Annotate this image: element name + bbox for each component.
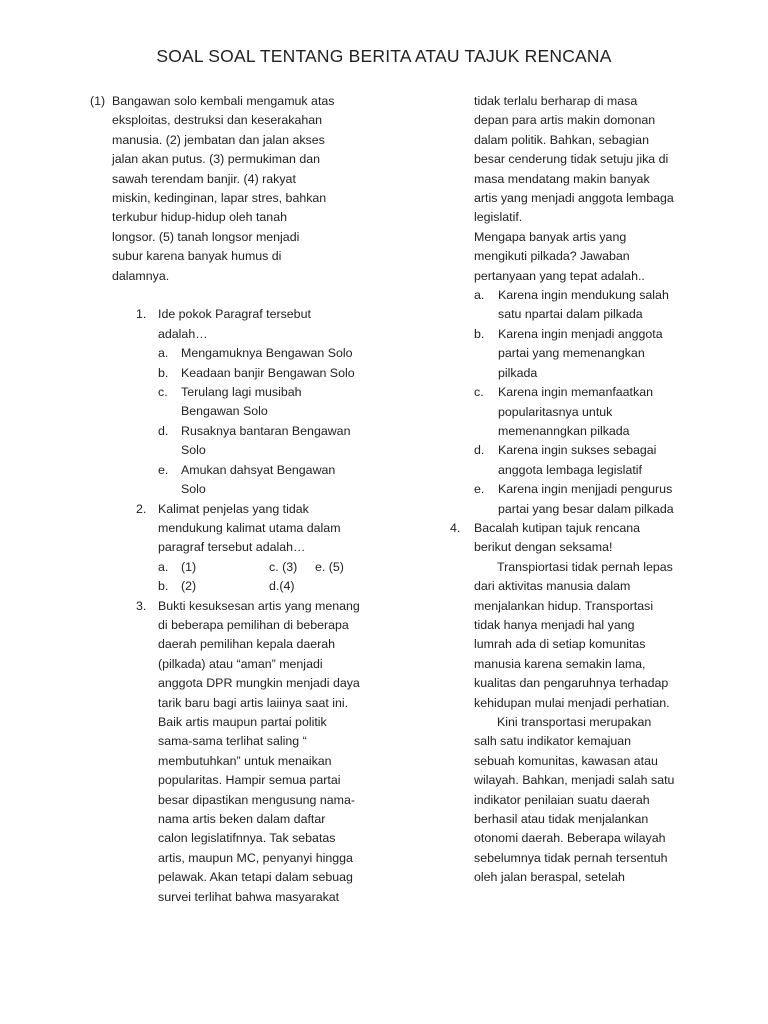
paragraph-1-label: (1) <box>90 94 106 108</box>
text-line: Kini transportasi merupakan <box>497 715 652 729</box>
text-line: legislatif. <box>474 210 523 225</box>
text-line: manusia karena semakin lama, <box>474 656 646 671</box>
left-column <box>90 92 370 907</box>
option-text-line: Solo <box>181 443 206 458</box>
option-letter: e. <box>158 462 169 477</box>
option-c: c. (3) <box>269 559 298 574</box>
text-line: wilayah. Bahkan, menjadi salah satu <box>474 773 675 788</box>
text-line: (pilkada) atau “aman” menjadi <box>158 656 323 671</box>
text-line: menjalankan hidup. Transportasi <box>474 598 654 613</box>
text-line: daerah pemilihan kepala daerah <box>158 637 336 652</box>
question-2-options-row-1 <box>158 558 370 577</box>
text-line: Bangawan solo kembali mengamuk atas <box>112 94 335 108</box>
question-4-text <box>474 519 698 558</box>
text-line: lumrah ada di setiap komunitas <box>474 637 646 652</box>
text-line: mengikuti pilkada? Jawaban <box>474 249 630 264</box>
option-item <box>450 383 698 441</box>
text-line: terkubur hidup-hidup oleh tanah <box>112 210 287 225</box>
text-line: berikut dengan seksama! <box>474 540 613 555</box>
text-line: Bacalah kutipan tajuk rencana <box>474 520 641 535</box>
option-text-line: Karena ingin memanfaatkan <box>498 385 653 400</box>
option-item <box>158 344 370 363</box>
text-line: pelawak. Akan tetapi dalam sebuag <box>158 870 353 885</box>
question-1-number: 1. <box>136 307 147 322</box>
text-line: longsor. (5) tanah longsor menjadi <box>112 229 300 244</box>
text-line: subur karena banyak humus di <box>112 249 282 264</box>
text-line: nama artis beken dalam daftar <box>158 812 326 827</box>
text-line: Kalimat penjelas yang tidak <box>158 501 309 516</box>
option-item <box>158 461 370 500</box>
text-line: sebelumnya tidak pernah tersentuh <box>474 850 668 865</box>
text-line: dalamnya. <box>112 268 170 283</box>
option-letter: c. <box>474 385 484 400</box>
option-text-line: Solo <box>181 482 206 497</box>
text-line: Transpiortasi tidak pernah lepas <box>497 559 673 574</box>
text-line: di beberapa pemilihan di beberapa <box>158 617 349 632</box>
text-line: tarik baru bagi artis laiinya saat ini. <box>158 695 349 710</box>
text-line: Ide pokok Paragraf tersebut <box>158 307 311 322</box>
question-2-options-row-2 <box>158 577 370 596</box>
text-line: besar cenderung tidak setuju jika di <box>474 152 669 167</box>
text-line: artis, maupun MC, penyanyi hingga <box>158 850 353 865</box>
text-line: tidak hanya menjadi hal yang <box>474 617 635 632</box>
text-line: eksploitas, destruksi dan keserakahan <box>112 113 323 128</box>
text-line: anggota DPR mungkin menjadi daya <box>158 676 360 691</box>
option-letter: b. <box>158 365 169 380</box>
text-line: masa mendatang makin banyak <box>474 171 650 186</box>
option-text-line: Karena ingin sukses sebagai <box>498 443 657 458</box>
option-text-line: pilkada <box>498 365 538 380</box>
question-4-number: 4. <box>450 520 461 535</box>
option-letter: c. <box>158 385 168 400</box>
text-line: oleh jalan beraspal, setelah <box>474 870 625 885</box>
option-text-line: memenanngkan pilkada <box>498 423 630 438</box>
question-3-continued <box>450 92 698 519</box>
option-text-line: Rusaknya bantaran Bengawan <box>181 423 351 438</box>
question-1 <box>112 305 370 499</box>
option-text-line: Amukan dahsyat Bengawan <box>181 462 336 477</box>
option-item <box>158 383 370 422</box>
text-line: dari aktivitas manusia dalam <box>474 579 631 594</box>
text-line: jalan akan putus. (3) permukiman dan <box>112 152 321 167</box>
option-a-letter: a. <box>158 559 169 574</box>
text-line: sebuah komunitas, kawasan atau <box>474 753 658 768</box>
text-line: besar dipastikan mengusung nama- <box>158 792 355 807</box>
option-text-line: popularitasnya untuk <box>498 404 613 419</box>
option-text-line: partai yang memenangkan <box>498 346 645 361</box>
text-line: mendukung kalimat utama dalam <box>158 520 341 535</box>
text-line: calon legislatifnnya. Tak sebatas <box>158 831 336 846</box>
option-e: e. (5) <box>315 559 344 574</box>
option-item <box>158 364 370 383</box>
text-line: sama-sama terlihat saling “ <box>158 734 307 749</box>
option-text-line: satu npartai dalam pilkada <box>498 307 643 322</box>
option-text-line: Karena ingin mendukung salah <box>498 288 669 303</box>
question-3-continued-text <box>474 92 698 286</box>
text-line: berhasil atau tidak menjalankan <box>474 812 649 827</box>
option-text-line: anggota lembaga legislatif <box>498 462 642 477</box>
editorial-paragraph-1 <box>474 558 698 713</box>
text-line: miskin, kedinginan, lapar stres, bahkan <box>112 191 327 206</box>
option-b-text: (2) <box>181 579 197 594</box>
option-item <box>450 286 698 325</box>
option-text-line: Mengamuknya Bengawan Solo <box>181 346 353 361</box>
text-line: artis yang menjadi anggota lembaga <box>474 191 674 206</box>
option-letter: d. <box>474 443 485 458</box>
question-1-options <box>158 344 370 499</box>
text-line: tidak terlalu berharap di masa <box>474 94 638 108</box>
text-line: depan para artis makin domonan <box>474 113 656 128</box>
question-3 <box>112 597 370 908</box>
option-item <box>450 480 698 519</box>
option-letter: e. <box>474 482 485 497</box>
editorial-paragraph-2 <box>474 713 698 888</box>
text-line: membutuhkan” untuk menaikan <box>158 753 332 768</box>
paragraph-1-text <box>112 92 370 286</box>
text-line: kehidupan mulai menjadi perhatian. <box>474 695 670 710</box>
option-item <box>158 422 370 461</box>
option-letter: d. <box>158 423 169 438</box>
option-text-line: Karena ingin menjjadi pengurus <box>498 482 673 497</box>
option-text-line: Karena ingin menjadi anggota <box>498 326 663 341</box>
option-letter: a. <box>158 346 169 361</box>
page-title: SOAL SOAL TENTANG BERITA ATAU TAJUK RENCANA <box>156 46 612 66</box>
option-text-line: Bengawan Solo <box>181 404 268 419</box>
text-line: kualitas dan pengaruhnya terhadap <box>474 676 669 691</box>
option-letter: b. <box>474 326 485 341</box>
text-line: paragraf tersebut adalah… <box>158 540 306 555</box>
right-column <box>450 92 698 888</box>
text-line: salh satu indikator kemajuan <box>474 734 632 749</box>
question-3-number: 3. <box>136 598 147 613</box>
option-b-letter: b. <box>158 579 169 594</box>
text-line: manusia. (2) jembatan dan jalan akses <box>112 132 325 147</box>
text-line: sawah terendam banjir. (4) rakyat <box>112 171 296 186</box>
paragraph-1 <box>90 92 370 286</box>
option-text-line: Terulang lagi musibah <box>181 385 302 400</box>
option-item <box>450 325 698 383</box>
option-letter: a. <box>474 288 485 303</box>
option-a-text: (1) <box>181 559 197 574</box>
text-line: pertanyaan yang tepat adalah.. <box>474 268 645 283</box>
text-line: Mengapa banyak artis yang <box>474 229 627 244</box>
question-3-text <box>158 597 370 908</box>
text-line: popularitas. Hampir semua partai <box>158 773 341 788</box>
question-4 <box>450 519 698 888</box>
question-2-text <box>158 500 370 558</box>
text-line: Baik artis maupun partai politik <box>158 714 327 729</box>
text-line: otonomi daerah. Beberapa wilayah <box>474 831 666 846</box>
text-line: adalah… <box>158 326 208 341</box>
option-text-line: partai yang besar dalam pilkada <box>498 501 674 516</box>
question-3-options <box>450 286 698 519</box>
text-line: dalam politik. Bahkan, sebagian <box>474 132 649 147</box>
text-line: Bukti kesuksesan artis yang menang <box>158 598 360 613</box>
question-1-text <box>158 305 370 344</box>
text-line: survei terlihat bahwa masyarakat <box>158 889 340 904</box>
option-text-line: Keadaan banjir Bengawan Solo <box>181 365 355 380</box>
text-line: indikator penilaian suatu daerah <box>474 792 650 807</box>
question-2-number: 2. <box>136 501 147 516</box>
question-2 <box>112 500 370 597</box>
option-d: d.(4) <box>269 579 295 594</box>
option-item <box>450 441 698 480</box>
